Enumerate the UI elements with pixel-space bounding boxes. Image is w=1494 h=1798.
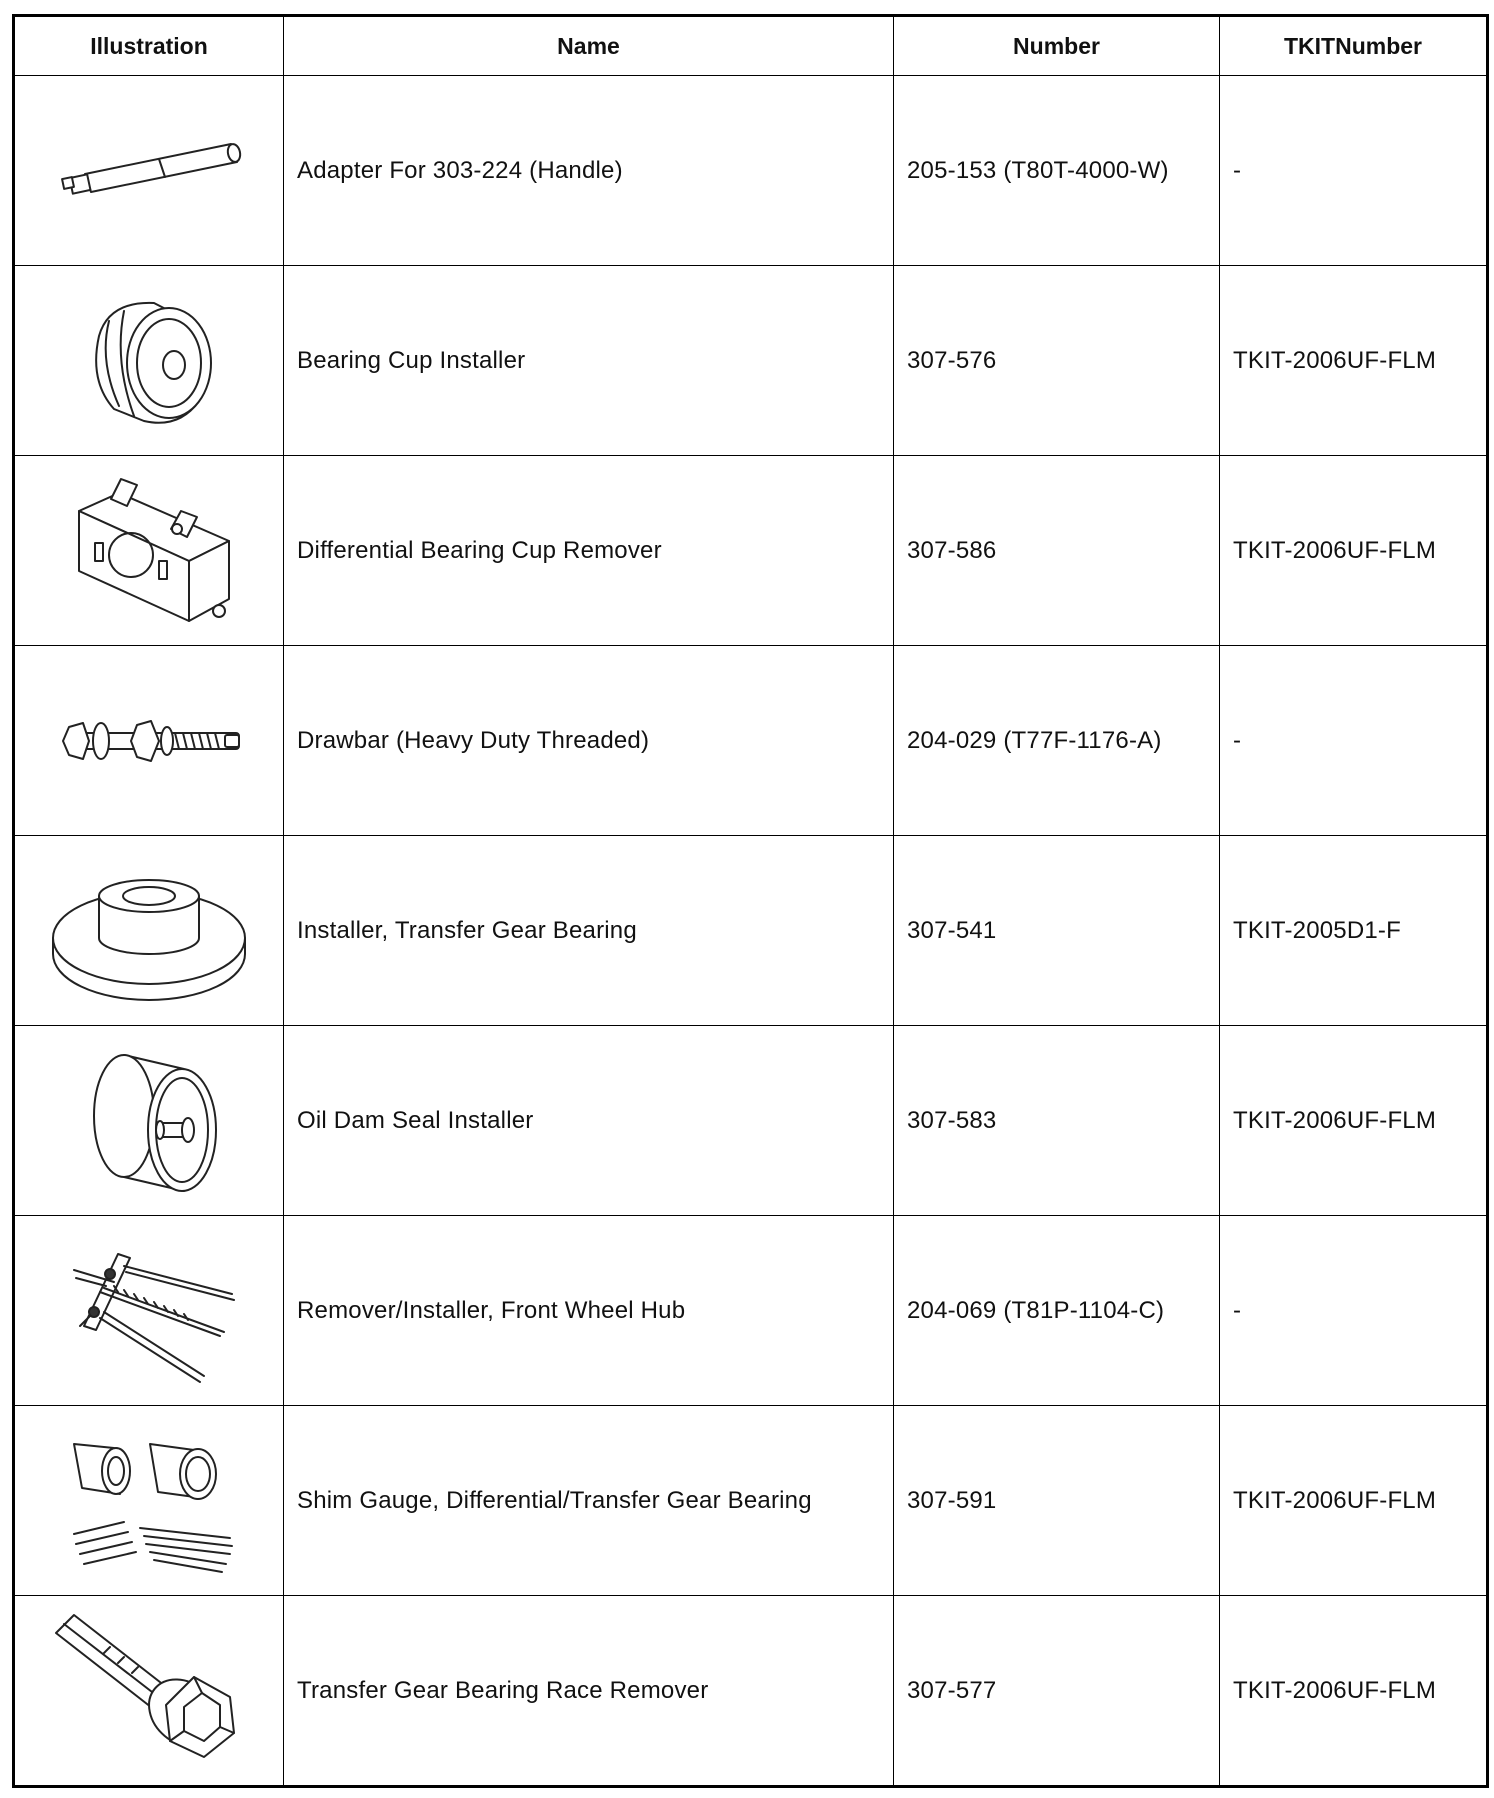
table-row (14, 456, 1488, 646)
illustration-cell (14, 1026, 284, 1216)
special-tools-table (12, 14, 1489, 1788)
tool-number: 307-583 (894, 1026, 1220, 1216)
tool-name: Remover/Installer, Front Wheel Hub (284, 1216, 894, 1406)
tool-name: Transfer Gear Bearing Race Remover (284, 1596, 894, 1787)
bearing-cup-installer-icon (69, 281, 229, 441)
hub-remover-installer-icon (54, 1226, 244, 1396)
tkit-number: - (1220, 646, 1488, 836)
tool-number: 307-576 (894, 266, 1220, 456)
tkit-number: TKIT-2006UF-FLM (1220, 266, 1488, 456)
race-remover-icon (44, 1601, 254, 1781)
illustration-cell (14, 836, 284, 1026)
illustration-cell (14, 456, 284, 646)
table-row (14, 646, 1488, 836)
tool-number: 205-153 (T80T-4000-W) (894, 76, 1220, 266)
table-row (14, 76, 1488, 266)
tool-name: Bearing Cup Installer (284, 266, 894, 456)
tool-name: Drawbar (Heavy Duty Threaded) (284, 646, 894, 836)
illustration-cell (14, 646, 284, 836)
tool-number: 307-541 (894, 836, 1220, 1026)
tkit-number: TKIT-2006UF-FLM (1220, 1026, 1488, 1216)
tool-name: Differential Bearing Cup Remover (284, 456, 894, 646)
tool-name: Installer, Transfer Gear Bearing (284, 836, 894, 1026)
tool-name: Oil Dam Seal Installer (284, 1026, 894, 1216)
header-illustration: Illustration (14, 16, 284, 76)
illustration-cell (14, 1596, 284, 1787)
table-row (14, 1596, 1488, 1787)
tool-name: Shim Gauge, Differential/Transfer Gear Bearing (284, 1406, 894, 1596)
illustration-cell (14, 1406, 284, 1596)
table-row (14, 1026, 1488, 1216)
tkit-number: TKIT-2006UF-FLM (1220, 1596, 1488, 1787)
header-number: Number (894, 16, 1220, 76)
illustration-cell (14, 76, 284, 266)
table-row (14, 1216, 1488, 1406)
transfer-gear-installer-icon (49, 856, 249, 1006)
shim-gauge-icon (54, 1426, 244, 1576)
header-tkit-number: TKITNumber (1220, 16, 1488, 76)
page (12, 14, 1486, 1788)
table-row (14, 836, 1488, 1026)
tkit-number: TKIT-2006UF-FLM (1220, 1406, 1488, 1596)
tool-number: 204-069 (T81P-1104-C) (894, 1216, 1220, 1406)
header-row (14, 16, 1488, 76)
tool-number: 307-586 (894, 456, 1220, 646)
bearing-cup-remover-icon (59, 471, 239, 631)
table-row (14, 266, 1488, 456)
tkit-number: - (1220, 76, 1488, 266)
oil-dam-seal-installer-icon (64, 1041, 234, 1201)
tkit-number: TKIT-2005D1-F (1220, 836, 1488, 1026)
tkit-number: TKIT-2006UF-FLM (1220, 456, 1488, 646)
handle-adapter-icon (49, 116, 249, 226)
illustration-cell (14, 1216, 284, 1406)
illustration-cell (14, 266, 284, 456)
tool-name: Adapter For 303-224 (Handle) (284, 76, 894, 266)
drawbar-icon (49, 701, 249, 781)
tool-number: 307-577 (894, 1596, 1220, 1787)
table-row (14, 1406, 1488, 1596)
tkit-number: - (1220, 1216, 1488, 1406)
tool-number: 307-591 (894, 1406, 1220, 1596)
tool-number: 204-029 (T77F-1176-A) (894, 646, 1220, 836)
header-name: Name (284, 16, 894, 76)
